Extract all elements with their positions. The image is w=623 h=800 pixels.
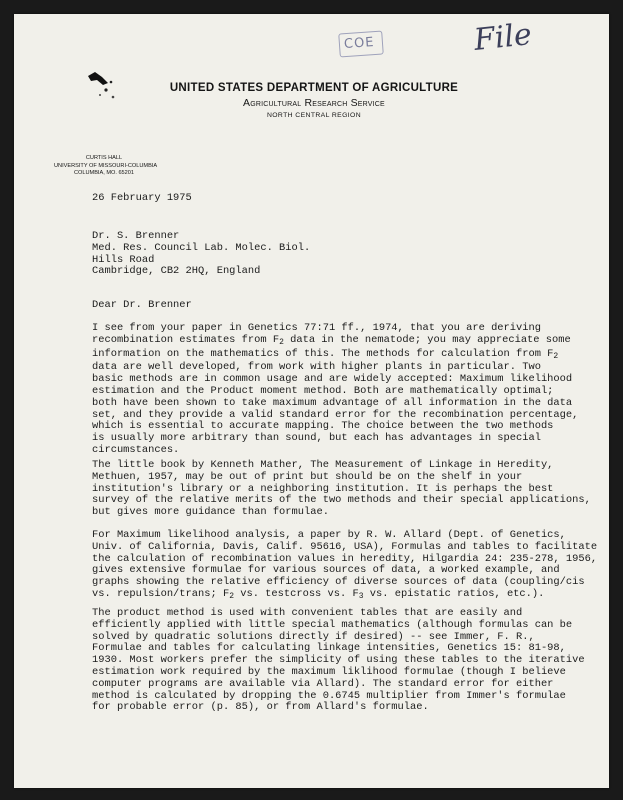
letterhead [164, 82, 464, 119]
text-line: is usually more arbitrary than sound, but each has advantages in special [92, 432, 541, 445]
region-name: NORTH CENTRAL REGION [266, 112, 362, 119]
text-line: vs. repulsion/trans; $F_2$ vs. testcross vs. $F_3$ vs. epistatic ratios, etc.). [92, 587, 545, 601]
text-line: The little book by Kenneth Mather, The Measurement of Linkage in Heredity, [92, 459, 554, 471]
text-line: survey of the relative merits of the two methods and their special applications, [92, 494, 591, 507]
ink-mark-icon [86, 62, 116, 102]
text-line: solved by quadratic solutions directly if desired) -- see Immer, F. R., [92, 630, 535, 643]
address-line: UNIVERSITY OF MISSOURI-COLUMBIA [54, 162, 158, 169]
text-line: The product method is used with convenient tables that are easily and [92, 607, 523, 619]
text-line: but gives more guidance than formulae. [92, 506, 329, 519]
text-line: Methuen, 1957, may be out of print but should be on the shelf in your [92, 470, 523, 483]
text-line: for probable error (p. 85), or from Allard's formulae. [92, 701, 429, 714]
text-line: For Maximum likelihood analysis, a paper by R. W. Allard (Dept. of Genetics, [92, 529, 566, 541]
text-line: computer programs are available via Allard). The standard error for either [92, 677, 554, 690]
recipient-city: Cambridge, CB2 2HQ, England [92, 265, 261, 278]
text-line: circumstances. [92, 443, 180, 456]
coe-annotation: COE [343, 34, 376, 53]
service-name: Agricultural Research Service [243, 97, 385, 109]
recipient-block [92, 231, 592, 278]
text-line: estimation work required by the maximum liklihood formulae (though I believe [92, 665, 566, 678]
department-name: UNITED STATES DEPARTMENT OF AGRICULTURE [169, 82, 459, 94]
text-line: 1930. Most workers prefer the simplicity of using these tables to the iterative [92, 654, 585, 667]
text-line: I see from your paper in Genetics 77:71 ff., 1974, that you are deriving [92, 322, 541, 334]
text-line: the calculation of recombination values in heredity, Hilgardia 24: 235-278, 1956, [92, 552, 598, 565]
salutation: Dear Dr. Brenner [92, 299, 192, 311]
sender-address [54, 155, 158, 178]
text-line: both have been shown to take maximum advantage of all information in the data [92, 396, 573, 409]
text-line: Univ. of California, Davis, Calif. 95616, USA), Formulas and tables to facilitate [92, 540, 598, 553]
file-annotation: File [472, 17, 534, 58]
text-line: efficiently applied with little special mathematics (although formulas can be [92, 618, 573, 631]
text-line: estimation and the Product moment method. Both are mathematically optimal; [92, 384, 554, 397]
text-line: information on the mathematics of this. The methods for calculation from $F_2$ [92, 347, 559, 361]
paragraph-3 [92, 529, 598, 603]
paragraph-4 [92, 608, 592, 714]
letter-date: 26 February 1975 [92, 192, 192, 204]
text-line: set, and they provide a valid standard error for the recombination percentage, [92, 408, 579, 421]
recipient-org: Med. Res. Council Lab. Molec. Biol. [92, 241, 311, 254]
text-line: institution's library or a neighboring institution. It is perhaps the best [92, 482, 554, 495]
address-line: CURTIS HALL [85, 155, 123, 161]
recipient-name: Dr. S. Brenner [92, 230, 180, 242]
text-line: gives extensive formulae for various sources of data, a worked example, and [92, 564, 560, 577]
text-line: basic methods are in common usage and are widely accepted: Maximum likelihood [92, 373, 573, 386]
address-line: COLUMBIA, MO. 65201 [74, 170, 134, 176]
text-line: graphs showing the relative efficiency of diverse sources of data (coupling/cis [92, 576, 585, 589]
paragraph-2 [92, 460, 592, 519]
paragraph-1 [92, 323, 592, 457]
recipient-street: Hills Road [92, 253, 155, 266]
text-line: which is essential to accurate mapping. The choice between the two methods [92, 420, 554, 433]
text-line: data are well developed, from work with higher plants in particular. Two [92, 361, 541, 374]
text-line: recombination estimates from $F_2$ data in the nematode; you may appreciate some [92, 333, 571, 347]
text-line: method is calculated by dropping the 0.6745 multiplier from Immer's formulae [92, 689, 566, 702]
letter-page [14, 14, 609, 788]
text-line: Formulae and tables for calculating linkage intensities, Genetics 15: 81-98, [92, 642, 566, 655]
